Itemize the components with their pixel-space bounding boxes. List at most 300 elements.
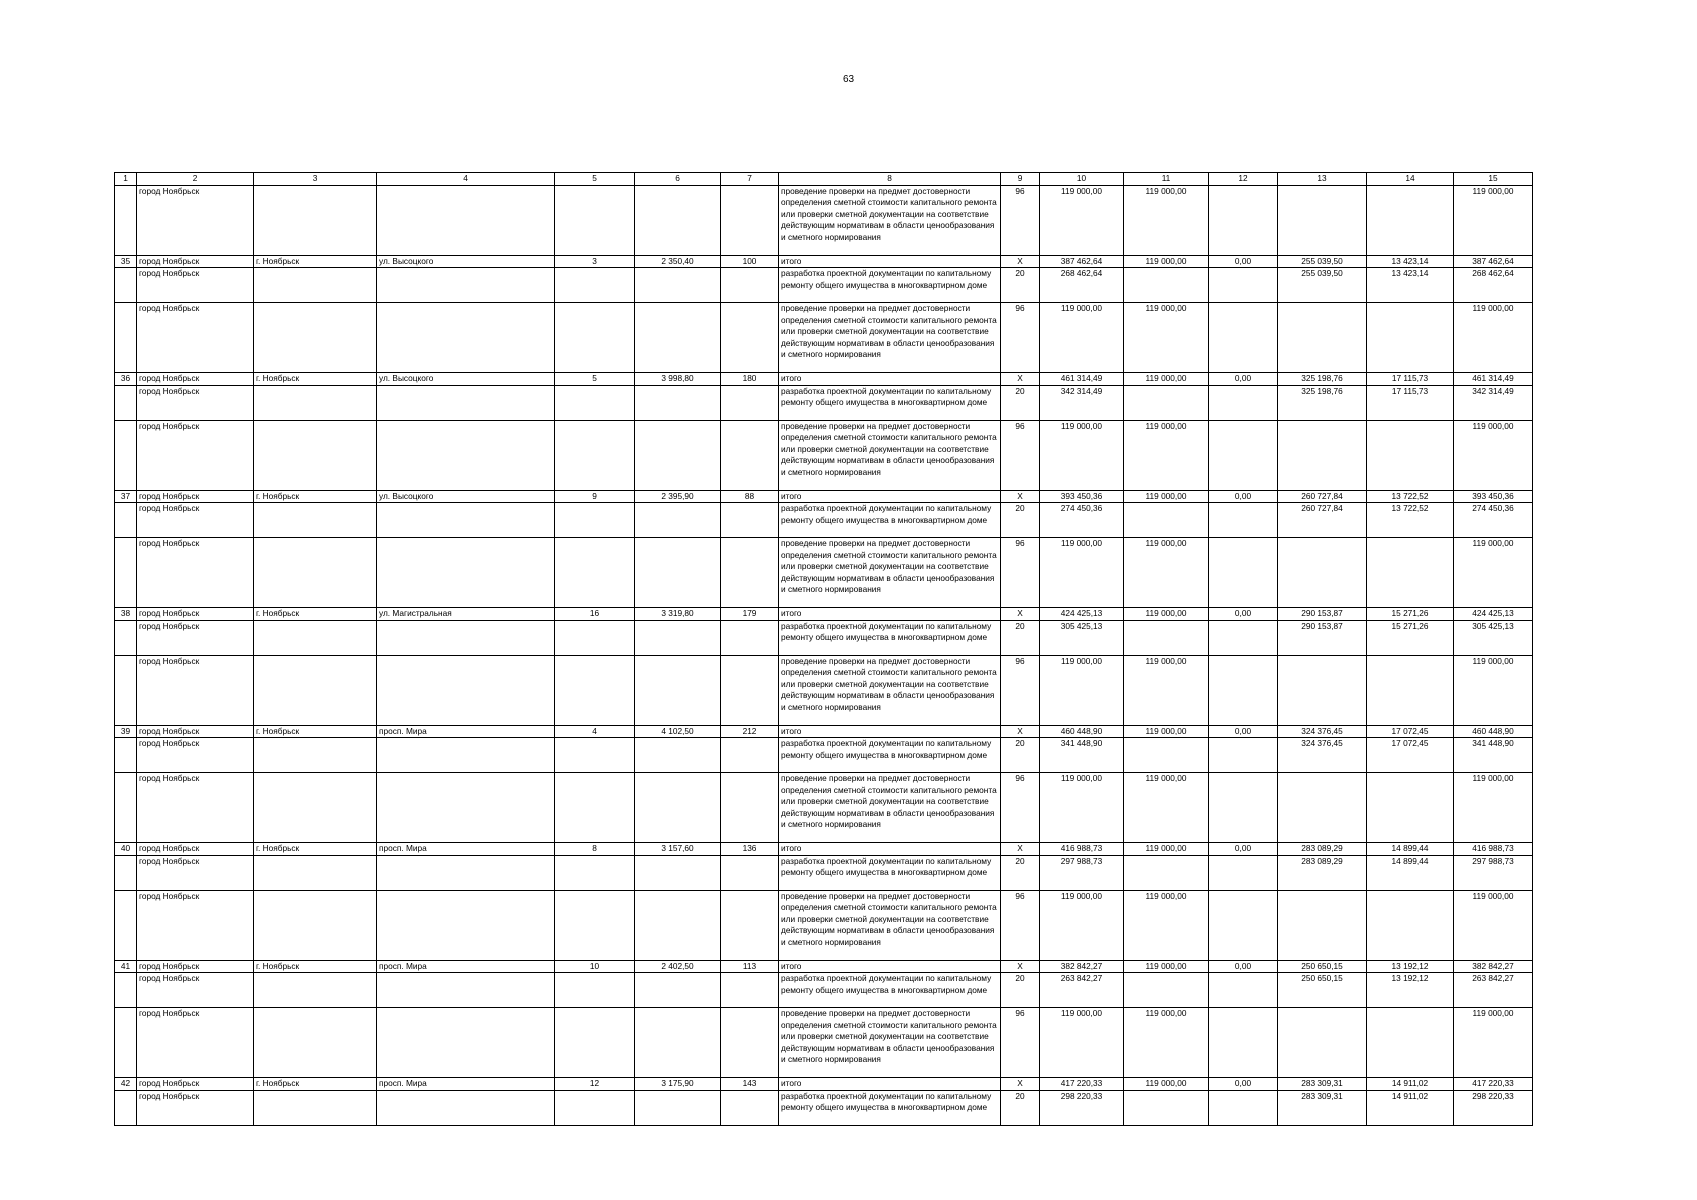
- amount-cell-13: [1278, 420, 1367, 490]
- town-cell: [254, 538, 377, 608]
- residents-cell: [721, 1008, 779, 1078]
- table-row-estimate-check: [115, 1008, 1533, 1078]
- town-cell: [254, 1008, 377, 1078]
- town-cell: г. Ноябрьск: [254, 1078, 377, 1091]
- amount-cell-10: 424 425,13: [1040, 608, 1124, 621]
- table-row-estimate-check: [115, 655, 1533, 725]
- row-number-cell: [115, 738, 137, 773]
- table-row-design-work: [115, 1090, 1533, 1125]
- amount-cell-12: 0,00: [1209, 725, 1278, 738]
- house-number-cell: [555, 655, 635, 725]
- capital-repair-table: [114, 172, 1533, 1126]
- work-type-cell: итого: [779, 725, 1001, 738]
- code-cell: X: [1001, 960, 1040, 973]
- table-row-estimate-check: [115, 420, 1533, 490]
- header-cell: 1: [115, 173, 137, 186]
- amount-cell-11: 119 000,00: [1124, 490, 1209, 503]
- table-row-total: [115, 960, 1533, 973]
- amount-cell-11: 119 000,00: [1124, 725, 1209, 738]
- street-cell: [377, 620, 555, 655]
- area-cell: 4 102,50: [635, 725, 721, 738]
- house-number-cell: 4: [555, 725, 635, 738]
- town-cell: [254, 773, 377, 843]
- amount-cell-10: 119 000,00: [1040, 185, 1124, 255]
- amount-cell-14: 17 115,73: [1367, 373, 1454, 386]
- town-cell: [254, 385, 377, 420]
- amount-cell-14: [1367, 303, 1454, 373]
- header-cell: 8: [779, 173, 1001, 186]
- row-number-cell: [115, 303, 137, 373]
- amount-cell-11: 119 000,00: [1124, 773, 1209, 843]
- code-cell: X: [1001, 1078, 1040, 1091]
- amount-cell-14: 14 899,44: [1367, 855, 1454, 890]
- work-type-cell: разработка проектной документации по капитальному ремонту общего имущества в многоквартирном доме: [779, 1090, 1001, 1125]
- town-cell: [254, 738, 377, 773]
- residents-cell: 179: [721, 608, 779, 621]
- amount-cell-13: 324 376,45: [1278, 738, 1367, 773]
- row-number-cell: [115, 655, 137, 725]
- table-row-total: [115, 725, 1533, 738]
- amount-cell-14: 14 911,02: [1367, 1078, 1454, 1091]
- table-row-estimate-check: [115, 303, 1533, 373]
- row-number-cell: [115, 503, 137, 538]
- amount-cell-14: 15 271,26: [1367, 608, 1454, 621]
- amount-cell-15: 119 000,00: [1454, 890, 1533, 960]
- amount-cell-15: 119 000,00: [1454, 773, 1533, 843]
- street-cell: [377, 1008, 555, 1078]
- municipality-cell: город Ноябрьск: [137, 843, 254, 856]
- residents-cell: 100: [721, 255, 779, 268]
- amount-cell-11: 119 000,00: [1124, 960, 1209, 973]
- area-cell: [635, 420, 721, 490]
- amount-cell-14: 17 072,45: [1367, 738, 1454, 773]
- house-number-cell: [555, 385, 635, 420]
- town-cell: [254, 185, 377, 255]
- municipality-cell: город Ноябрьск: [137, 1008, 254, 1078]
- house-number-cell: [555, 890, 635, 960]
- code-cell: 20: [1001, 738, 1040, 773]
- area-cell: [635, 303, 721, 373]
- amount-cell-12: [1209, 185, 1278, 255]
- amount-cell-14: 15 271,26: [1367, 620, 1454, 655]
- work-type-cell: разработка проектной документации по капитальному ремонту общего имущества в многоквартирном доме: [779, 738, 1001, 773]
- amount-cell-14: 13 722,52: [1367, 503, 1454, 538]
- amount-cell-13: 250 650,15: [1278, 973, 1367, 1008]
- street-cell: [377, 773, 555, 843]
- house-number-cell: [555, 185, 635, 255]
- municipality-cell: город Ноябрьск: [137, 420, 254, 490]
- area-cell: 3 157,60: [635, 843, 721, 856]
- amount-cell-14: [1367, 655, 1454, 725]
- amount-cell-14: [1367, 185, 1454, 255]
- amount-cell-14: [1367, 420, 1454, 490]
- work-type-cell: проведение проверки на предмет достоверности определения сметной стоимости капитального ремонта или проверки сметной документации на соответствие действующим нормативам в области ценообразования и сметного нормирования: [779, 420, 1001, 490]
- area-cell: 3 319,80: [635, 608, 721, 621]
- residents-cell: [721, 738, 779, 773]
- amount-cell-13: [1278, 890, 1367, 960]
- municipality-cell: город Ноябрьск: [137, 1090, 254, 1125]
- amount-cell-12: 0,00: [1209, 843, 1278, 856]
- work-type-cell: проведение проверки на предмет достоверности определения сметной стоимости капитального ремонта или проверки сметной документации на соответствие действующим нормативам в области ценообразования и сметного нормирования: [779, 773, 1001, 843]
- amount-cell-11: 119 000,00: [1124, 255, 1209, 268]
- street-cell: [377, 655, 555, 725]
- table-row-estimate-check: [115, 773, 1533, 843]
- amount-cell-11: 119 000,00: [1124, 608, 1209, 621]
- municipality-cell: город Ноябрьск: [137, 655, 254, 725]
- residents-cell: [721, 890, 779, 960]
- amount-cell-15: 461 314,49: [1454, 373, 1533, 386]
- row-number-cell: [115, 1090, 137, 1125]
- area-cell: [635, 655, 721, 725]
- row-number-cell: 35: [115, 255, 137, 268]
- header-cell: 6: [635, 173, 721, 186]
- amount-cell-15: 119 000,00: [1454, 303, 1533, 373]
- house-number-cell: [555, 1008, 635, 1078]
- amount-cell-12: 0,00: [1209, 373, 1278, 386]
- code-cell: X: [1001, 843, 1040, 856]
- town-cell: [254, 303, 377, 373]
- house-number-cell: 5: [555, 373, 635, 386]
- amount-cell-11: [1124, 973, 1209, 1008]
- residents-cell: 113: [721, 960, 779, 973]
- work-type-cell: итого: [779, 1078, 1001, 1091]
- amount-cell-14: 13 192,12: [1367, 973, 1454, 1008]
- amount-cell-11: 119 000,00: [1124, 1078, 1209, 1091]
- code-cell: 96: [1001, 420, 1040, 490]
- residents-cell: [721, 385, 779, 420]
- municipality-cell: город Ноябрьск: [137, 738, 254, 773]
- area-cell: [635, 890, 721, 960]
- header-cell: 9: [1001, 173, 1040, 186]
- amount-cell-13: 290 153,87: [1278, 620, 1367, 655]
- residents-cell: [721, 303, 779, 373]
- row-number-cell: 36: [115, 373, 137, 386]
- amount-cell-10: 119 000,00: [1040, 538, 1124, 608]
- street-cell: просп. Мира: [377, 725, 555, 738]
- street-cell: просп. Мира: [377, 843, 555, 856]
- street-cell: просп. Мира: [377, 1078, 555, 1091]
- amount-cell-10: 417 220,33: [1040, 1078, 1124, 1091]
- amount-cell-15: 119 000,00: [1454, 538, 1533, 608]
- amount-cell-10: 461 314,49: [1040, 373, 1124, 386]
- amount-cell-14: 13 722,52: [1367, 490, 1454, 503]
- amount-cell-12: [1209, 1008, 1278, 1078]
- area-cell: [635, 620, 721, 655]
- code-cell: 96: [1001, 1008, 1040, 1078]
- amount-cell-11: 119 000,00: [1124, 538, 1209, 608]
- amount-cell-10: 119 000,00: [1040, 890, 1124, 960]
- header-cell: 3: [254, 173, 377, 186]
- amount-cell-14: 14 899,44: [1367, 843, 1454, 856]
- amount-cell-11: [1124, 268, 1209, 303]
- amount-cell-11: 119 000,00: [1124, 1008, 1209, 1078]
- town-cell: [254, 973, 377, 1008]
- amount-cell-13: 260 727,84: [1278, 490, 1367, 503]
- town-cell: [254, 890, 377, 960]
- area-cell: 3 998,80: [635, 373, 721, 386]
- code-cell: 96: [1001, 538, 1040, 608]
- town-cell: г. Ноябрьск: [254, 255, 377, 268]
- header-cell: 5: [555, 173, 635, 186]
- amount-cell-10: 119 000,00: [1040, 420, 1124, 490]
- area-cell: [635, 973, 721, 1008]
- amount-cell-13: 324 376,45: [1278, 725, 1367, 738]
- amount-cell-12: [1209, 503, 1278, 538]
- amount-cell-15: 417 220,33: [1454, 1078, 1533, 1091]
- street-cell: ул. Высоцкого: [377, 490, 555, 503]
- municipality-cell: город Ноябрьск: [137, 960, 254, 973]
- table-row-estimate-check: [115, 890, 1533, 960]
- town-cell: [254, 1090, 377, 1125]
- code-cell: 96: [1001, 303, 1040, 373]
- amount-cell-10: 263 842,27: [1040, 973, 1124, 1008]
- amount-cell-15: 119 000,00: [1454, 420, 1533, 490]
- amount-cell-12: [1209, 1090, 1278, 1125]
- amount-cell-10: 119 000,00: [1040, 655, 1124, 725]
- amount-cell-12: [1209, 420, 1278, 490]
- street-cell: [377, 538, 555, 608]
- code-cell: 20: [1001, 503, 1040, 538]
- house-number-cell: [555, 268, 635, 303]
- header-cell: 7: [721, 173, 779, 186]
- table-row-design-work: [115, 855, 1533, 890]
- area-cell: 2 395,90: [635, 490, 721, 503]
- street-cell: просп. Мира: [377, 960, 555, 973]
- amount-cell-14: 13 423,14: [1367, 255, 1454, 268]
- amount-cell-13: 325 198,76: [1278, 385, 1367, 420]
- code-cell: 20: [1001, 1090, 1040, 1125]
- amount-cell-10: 460 448,90: [1040, 725, 1124, 738]
- row-number-cell: 39: [115, 725, 137, 738]
- row-number-cell: [115, 773, 137, 843]
- residents-cell: [721, 268, 779, 303]
- town-cell: [254, 655, 377, 725]
- municipality-cell: город Ноябрьск: [137, 538, 254, 608]
- amount-cell-12: [1209, 538, 1278, 608]
- town-cell: г. Ноябрьск: [254, 725, 377, 738]
- code-cell: X: [1001, 725, 1040, 738]
- amount-cell-14: 17 072,45: [1367, 725, 1454, 738]
- municipality-cell: город Ноябрьск: [137, 303, 254, 373]
- row-number-cell: [115, 973, 137, 1008]
- street-cell: [377, 268, 555, 303]
- amount-cell-15: 341 448,90: [1454, 738, 1533, 773]
- municipality-cell: город Ноябрьск: [137, 255, 254, 268]
- house-number-cell: [555, 303, 635, 373]
- amount-cell-12: [1209, 890, 1278, 960]
- amount-cell-13: 290 153,87: [1278, 608, 1367, 621]
- code-cell: 20: [1001, 620, 1040, 655]
- work-type-cell: разработка проектной документации по капитальному ремонту общего имущества в многоквартирном доме: [779, 855, 1001, 890]
- code-cell: 96: [1001, 185, 1040, 255]
- street-cell: [377, 303, 555, 373]
- municipality-cell: город Ноябрьск: [137, 725, 254, 738]
- table-row-total: [115, 608, 1533, 621]
- row-number-cell: [115, 185, 137, 255]
- area-cell: [635, 268, 721, 303]
- amount-cell-15: 342 314,49: [1454, 385, 1533, 420]
- residents-cell: [721, 1090, 779, 1125]
- row-number-cell: [115, 890, 137, 960]
- amount-cell-12: [1209, 773, 1278, 843]
- municipality-cell: город Ноябрьск: [137, 608, 254, 621]
- area-cell: 2 350,40: [635, 255, 721, 268]
- amount-cell-14: 14 911,02: [1367, 1090, 1454, 1125]
- town-cell: г. Ноябрьск: [254, 490, 377, 503]
- town-cell: [254, 620, 377, 655]
- town-cell: [254, 420, 377, 490]
- street-cell: ул. Магистральная: [377, 608, 555, 621]
- house-number-cell: [555, 855, 635, 890]
- area-cell: [635, 855, 721, 890]
- amount-cell-13: 283 089,29: [1278, 855, 1367, 890]
- amount-cell-10: 305 425,13: [1040, 620, 1124, 655]
- house-number-cell: 9: [555, 490, 635, 503]
- residents-cell: [721, 185, 779, 255]
- house-number-cell: 10: [555, 960, 635, 973]
- work-type-cell: итого: [779, 608, 1001, 621]
- amount-cell-13: [1278, 303, 1367, 373]
- row-number-cell: 37: [115, 490, 137, 503]
- work-type-cell: итого: [779, 255, 1001, 268]
- amount-cell-11: [1124, 1090, 1209, 1125]
- amount-cell-14: 13 192,12: [1367, 960, 1454, 973]
- amount-cell-12: [1209, 738, 1278, 773]
- amount-cell-15: 263 842,27: [1454, 973, 1533, 1008]
- amount-cell-13: [1278, 1008, 1367, 1078]
- residents-cell: [721, 503, 779, 538]
- work-type-cell: проведение проверки на предмет достоверности определения сметной стоимости капитального ремонта или проверки сметной документации на соответствие действующим нормативам в области ценообразования и сметного нормирования: [779, 185, 1001, 255]
- table-row-total: [115, 373, 1533, 386]
- table-row-total: [115, 255, 1533, 268]
- municipality-cell: город Ноябрьск: [137, 1078, 254, 1091]
- table-row-design-work: [115, 738, 1533, 773]
- street-cell: [377, 738, 555, 773]
- work-type-cell: итого: [779, 843, 1001, 856]
- amount-cell-15: 387 462,64: [1454, 255, 1533, 268]
- town-cell: г. Ноябрьск: [254, 608, 377, 621]
- house-number-cell: 3: [555, 255, 635, 268]
- code-cell: X: [1001, 490, 1040, 503]
- code-cell: 96: [1001, 890, 1040, 960]
- area-cell: [635, 538, 721, 608]
- code-cell: X: [1001, 608, 1040, 621]
- table-row-estimate-check: [115, 538, 1533, 608]
- street-cell: [377, 385, 555, 420]
- header-cell: 4: [377, 173, 555, 186]
- work-type-cell: разработка проектной документации по капитальному ремонту общего имущества в многоквартирном доме: [779, 620, 1001, 655]
- row-number-cell: 38: [115, 608, 137, 621]
- residents-cell: [721, 538, 779, 608]
- amount-cell-15: 274 450,36: [1454, 503, 1533, 538]
- row-number-cell: [115, 268, 137, 303]
- row-number-cell: [115, 538, 137, 608]
- amount-cell-12: 0,00: [1209, 608, 1278, 621]
- municipality-cell: город Ноябрьск: [137, 620, 254, 655]
- area-cell: [635, 773, 721, 843]
- street-cell: [377, 855, 555, 890]
- amount-cell-13: 255 039,50: [1278, 255, 1367, 268]
- header-cell: 15: [1454, 173, 1533, 186]
- amount-cell-10: 298 220,33: [1040, 1090, 1124, 1125]
- town-cell: г. Ноябрьск: [254, 960, 377, 973]
- amount-cell-10: 342 314,49: [1040, 385, 1124, 420]
- amount-cell-11: 119 000,00: [1124, 890, 1209, 960]
- work-type-cell: итого: [779, 373, 1001, 386]
- street-cell: ул. Высоцкого: [377, 373, 555, 386]
- municipality-cell: город Ноябрьск: [137, 890, 254, 960]
- header-cell: 13: [1278, 173, 1367, 186]
- amount-cell-13: [1278, 538, 1367, 608]
- table-row-design-work: [115, 620, 1533, 655]
- page-number: 63: [842, 74, 855, 85]
- amount-cell-13: 283 309,31: [1278, 1078, 1367, 1091]
- row-number-cell: 40: [115, 843, 137, 856]
- municipality-cell: город Ноябрьск: [137, 973, 254, 1008]
- area-cell: [635, 738, 721, 773]
- amount-cell-15: 460 448,90: [1454, 725, 1533, 738]
- amount-cell-13: 283 309,31: [1278, 1090, 1367, 1125]
- header-cell: 2: [137, 173, 254, 186]
- table-row-design-work: [115, 503, 1533, 538]
- amount-cell-12: [1209, 268, 1278, 303]
- amount-cell-13: 283 089,29: [1278, 843, 1367, 856]
- table-row-estimate-check: [115, 185, 1533, 255]
- amount-cell-11: 119 000,00: [1124, 655, 1209, 725]
- table-row-design-work: [115, 268, 1533, 303]
- amount-cell-11: [1124, 503, 1209, 538]
- amount-cell-13: [1278, 185, 1367, 255]
- table-row-total: [115, 490, 1533, 503]
- amount-cell-12: 0,00: [1209, 255, 1278, 268]
- street-cell: [377, 420, 555, 490]
- table-row-total: [115, 1078, 1533, 1091]
- residents-cell: [721, 420, 779, 490]
- amount-cell-11: 119 000,00: [1124, 420, 1209, 490]
- row-number-cell: 41: [115, 960, 137, 973]
- amount-cell-12: 0,00: [1209, 960, 1278, 973]
- residents-cell: 180: [721, 373, 779, 386]
- amount-cell-12: [1209, 385, 1278, 420]
- work-type-cell: разработка проектной документации по капитальному ремонту общего имущества в многоквартирном доме: [779, 973, 1001, 1008]
- row-number-cell: [115, 420, 137, 490]
- municipality-cell: город Ноябрьск: [137, 185, 254, 255]
- work-type-cell: проведение проверки на предмет достоверности определения сметной стоимости капитального ремонта или проверки сметной документации на соответствие действующим нормативам в области ценообразования и сметного нормирования: [779, 303, 1001, 373]
- table-row-total: [115, 843, 1533, 856]
- amount-cell-12: 0,00: [1209, 490, 1278, 503]
- amount-cell-10: 119 000,00: [1040, 773, 1124, 843]
- town-cell: [254, 503, 377, 538]
- house-number-cell: 16: [555, 608, 635, 621]
- house-number-cell: [555, 738, 635, 773]
- amount-cell-10: 393 450,36: [1040, 490, 1124, 503]
- header-cell: 14: [1367, 173, 1454, 186]
- area-cell: [635, 1090, 721, 1125]
- street-cell: [377, 503, 555, 538]
- code-cell: 20: [1001, 973, 1040, 1008]
- amount-cell-10: 382 842,27: [1040, 960, 1124, 973]
- residents-cell: [721, 655, 779, 725]
- municipality-cell: город Ноябрьск: [137, 503, 254, 538]
- house-number-cell: [555, 773, 635, 843]
- amount-cell-13: 325 198,76: [1278, 373, 1367, 386]
- residents-cell: 212: [721, 725, 779, 738]
- residents-cell: 136: [721, 843, 779, 856]
- code-cell: X: [1001, 373, 1040, 386]
- amount-cell-11: [1124, 738, 1209, 773]
- amount-cell-10: 119 000,00: [1040, 303, 1124, 373]
- amount-cell-15: 119 000,00: [1454, 655, 1533, 725]
